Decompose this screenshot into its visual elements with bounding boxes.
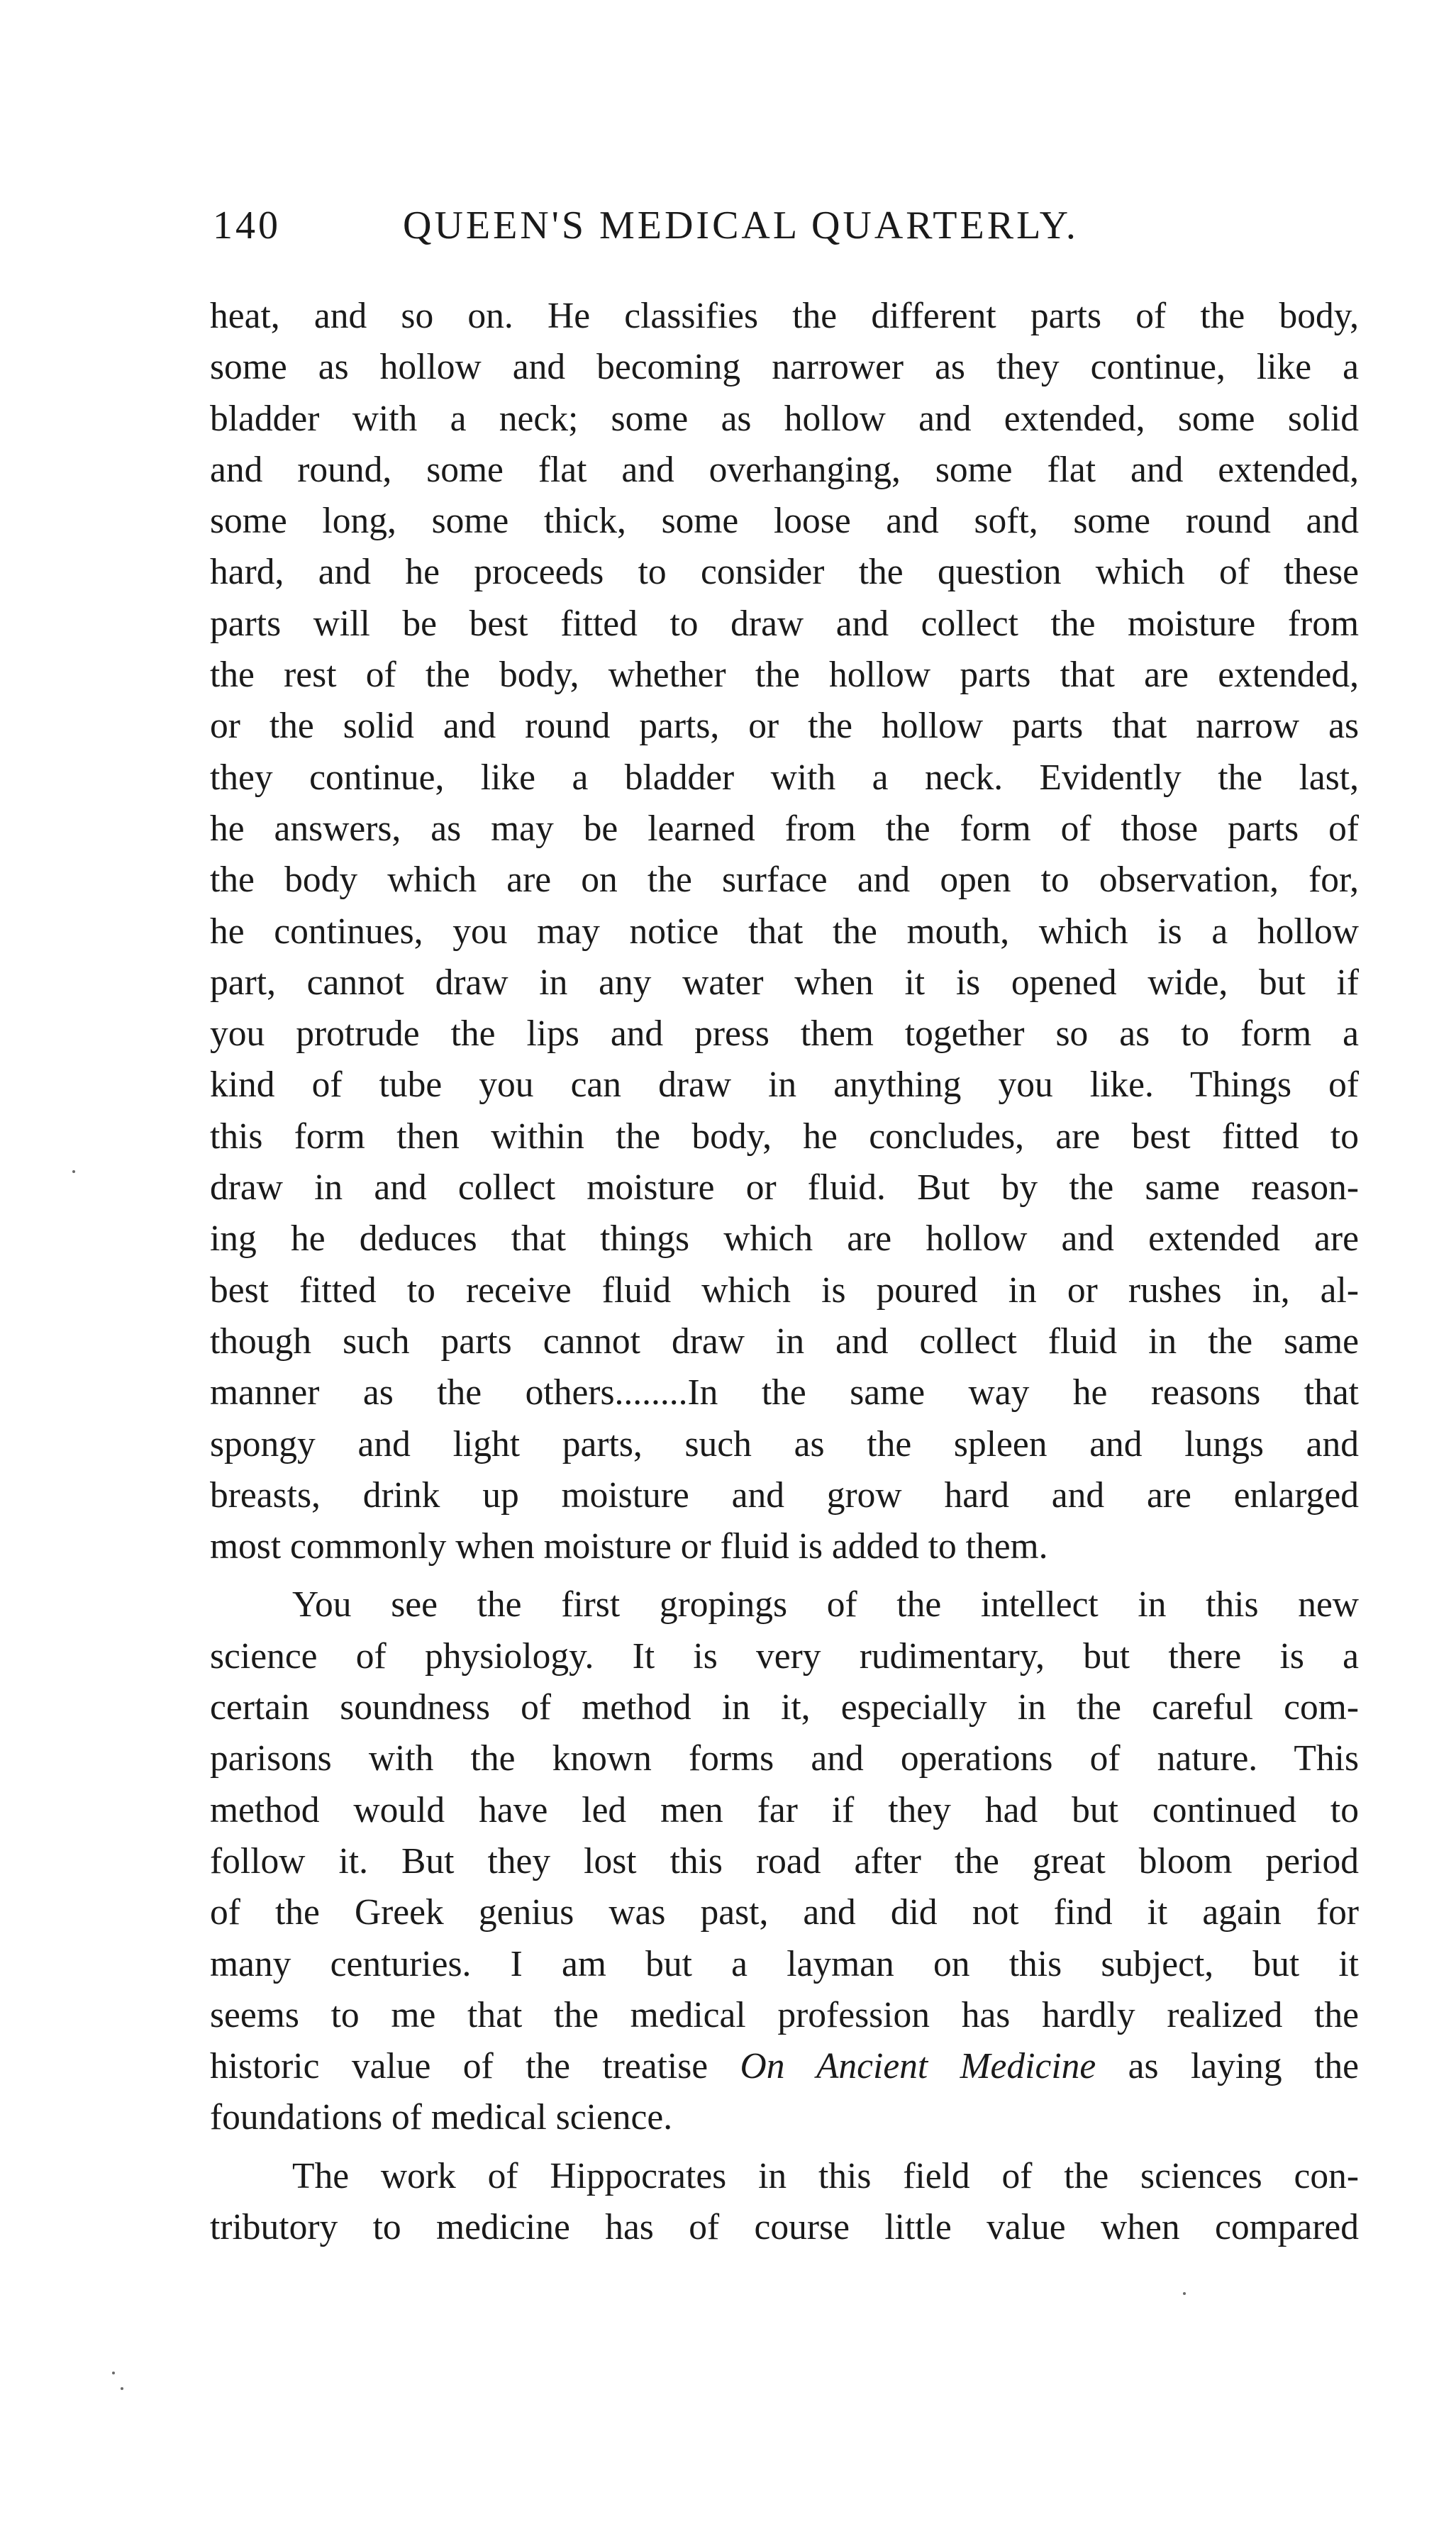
text-fragment: as laying the xyxy=(1096,2046,1359,2087)
text-line: part, cannot draw in any water when it is opened wide, but if xyxy=(210,962,1359,1003)
body-text xyxy=(210,291,1359,2253)
print-speck xyxy=(72,1170,75,1173)
journal-title: QUEEN'S MEDICAL QUARTERLY. xyxy=(403,204,1079,248)
paragraph-gap xyxy=(210,1572,1359,1579)
print-speck xyxy=(112,2372,115,2374)
text-line: follow it. But they lost this road after the great bloom period xyxy=(210,1840,1359,1882)
text-line: foundations of medical science. xyxy=(210,2097,673,2138)
text-line: manner as the others........In the same way he reasons that xyxy=(210,1372,1359,1413)
paragraph-2 xyxy=(210,1579,1359,2143)
text-line: hard, and he proceeds to consider the question which of these xyxy=(210,552,1359,593)
text-line: many centuries. I am but a layman on this subject, but it xyxy=(210,1943,1359,1984)
text-line: The work of Hippocrates in this field of the sciences con- xyxy=(292,2155,1359,2196)
paragraph-1 xyxy=(210,291,1359,1572)
text-line: method would have led men far if they had but continued to xyxy=(210,1789,1359,1830)
text-line: certain soundness of method in it, especially in the careful com- xyxy=(210,1687,1359,1728)
text-line: heat, and so on. He classifies the different parts of the body, xyxy=(210,296,1359,336)
text-line: they continue, like a bladder with a neck. Evidently the last, xyxy=(210,757,1359,798)
page-number: 140 xyxy=(213,204,281,248)
text-line: and round, some flat and overhanging, some flat and extended, xyxy=(210,449,1359,490)
text-line: he answers, as may be learned from the form of those parts of xyxy=(210,808,1359,849)
text-line: breasts, drink up moisture and grow hard and are enlarged xyxy=(210,1474,1359,1516)
text-line: parts will be best fitted to draw and collect the moisture from xyxy=(210,603,1359,644)
text-line: the rest of the body, whether the hollow parts that are extended, xyxy=(210,655,1359,696)
text-line: he continues, you may notice that the mouth, which is a hollow xyxy=(210,911,1359,952)
text-line: best fitted to receive fluid which is poured in or rushes in, al- xyxy=(210,1269,1359,1311)
text-line: draw in and collect moisture or fluid. But by the same reason- xyxy=(210,1167,1359,1208)
text-line: bladder with a neck; some as hollow and extended, some solid xyxy=(210,398,1359,439)
text-line: though such parts cannot draw in and collect fluid in the same xyxy=(210,1321,1359,1362)
text-line: tributory to medicine has of course little value when compared xyxy=(210,2206,1359,2247)
text-line: seems to me that the medical profession has hardly realized the xyxy=(210,1994,1359,2035)
text-fragment: historic value of the treatise xyxy=(210,2046,740,2087)
text-line: some as hollow and becoming narrower as they continue, like a xyxy=(210,347,1359,388)
print-speck xyxy=(1183,2292,1186,2295)
text-line: ing he deduces that things which are hollow and extended are xyxy=(210,1218,1359,1260)
text-line: this form then within the body, he concludes, are best fitted to xyxy=(210,1116,1359,1157)
text-line: some long, some thick, some loose and soft, some round and xyxy=(210,501,1359,542)
text-line: you protrude the lips and press them together so as to form a xyxy=(210,1013,1359,1055)
text-line: the body which are on the surface and open to observation, for, xyxy=(210,860,1359,901)
text-line: kind of tube you can draw in anything you like. Things of xyxy=(210,1065,1359,1106)
text-line: spongy and light parts, such as the spleen and lungs and xyxy=(210,1423,1359,1464)
text-line: of the Greek genius was past, and did not find it again for xyxy=(210,1892,1359,1933)
text-line: or the solid and round parts, or the hollow parts that narrow as xyxy=(210,706,1359,747)
text-line: parisons with the known forms and operations of nature. This xyxy=(210,1738,1359,1779)
running-head xyxy=(213,203,1362,267)
paragraph-gap xyxy=(210,2144,1359,2151)
text-line: You see the first gropings of the intellect in this new xyxy=(292,1584,1359,1625)
text-line-with-title xyxy=(210,2041,1359,2092)
text-line: most commonly when moisture or fluid is added to them. xyxy=(210,1526,1048,1567)
treatise-title: On Ancient Medicine xyxy=(740,2046,1096,2087)
print-speck xyxy=(121,2387,123,2390)
text-line: science of physiology. It is very rudimentary, but there is a xyxy=(210,1635,1359,1677)
paragraph-3 xyxy=(210,2151,1359,2254)
